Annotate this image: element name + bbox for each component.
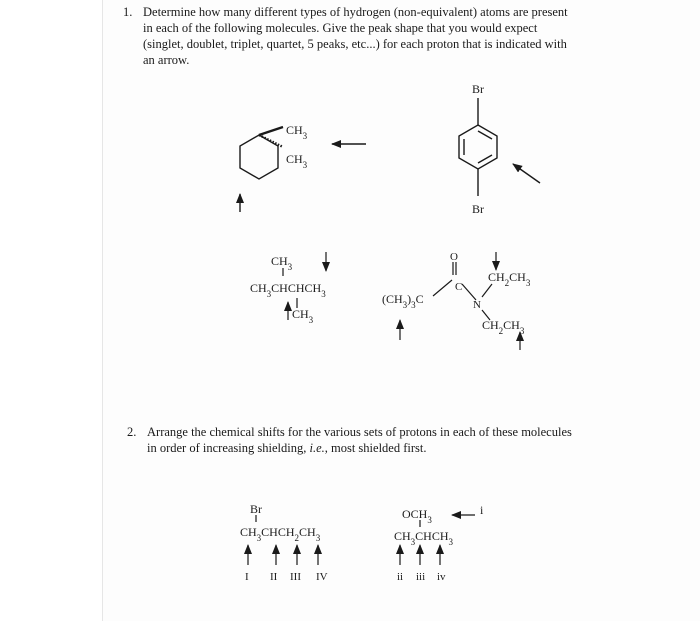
mol2-br-bottom: Br: [472, 202, 484, 216]
mol3-ch3-branch: $CH_3$: [292, 307, 314, 325]
mol5-label-III: III: [290, 571, 301, 583]
mol5-label-IV: IV: [316, 571, 328, 583]
molecule-2-dibromobenzene: [459, 98, 540, 196]
question-2-line-1: Arrange the chemical shifts for the various sets of protons in each of these molecules: [147, 425, 572, 439]
mol6-label-i: i: [480, 503, 484, 517]
mol4-carbonyl-o: O: [450, 251, 458, 263]
mol4-bond-n-top: [482, 284, 492, 297]
mol6-label-iv: iv: [437, 571, 446, 583]
mol6-och3: $OCH_3$: [402, 507, 432, 525]
mol4-nitrogen: N: [473, 299, 481, 311]
question-1-line-3: (singlet, doublet, triplet, quartet, 5 peaks, etc...) for each proton that is indicated with: [143, 37, 567, 51]
question-2-line-2: in order of increasing shielding, i.e., most shielded first.: [147, 441, 427, 455]
hash-bond: [259, 135, 283, 147]
mol6-chain: $CH_3CHCH_3$: [394, 529, 454, 547]
mol3-chain: $CH_3CHCHCH_3$: [250, 281, 326, 299]
wedge-bond: [259, 127, 283, 135]
mol5-label-II: II: [270, 571, 278, 583]
mol4-bond-tbu: [433, 280, 452, 296]
question-1-line-1: Determine how many different types of hydrogen (non-equivalent) atoms are present: [143, 5, 568, 19]
mol4-bond-cn: [462, 284, 476, 300]
mol1-ch3-bottom: $CH_3$: [286, 152, 308, 170]
question-1-line-4: an arrow.: [143, 53, 190, 67]
question-2-number: 2.: [127, 425, 137, 439]
mol1-ch3-top: $CH_3$: [286, 123, 308, 141]
arrow-mol2: [513, 164, 540, 183]
mol5-label-I: I: [245, 571, 249, 583]
mol3-ch3-top: $CH_3$: [271, 254, 293, 272]
mol4-ethyl-bottom: $CH_2CH_3$: [482, 318, 525, 336]
mol5-br: Br: [250, 502, 262, 516]
mol2-br-top: Br: [472, 82, 484, 96]
question-1-number: 1.: [123, 5, 133, 19]
cyclohexane-ring: [240, 135, 278, 179]
mol6-label-ii: ii: [397, 571, 404, 583]
mol5-chain: $CH_3CHCH_2CH_3$: [240, 525, 321, 543]
mol4-tbu: $(CH_3)_3C$: [382, 292, 424, 310]
mol6-label-iii: iii: [416, 571, 426, 583]
mol4-ethyl-top: $CH_2CH_3$: [488, 270, 531, 288]
mol4-carbonyl-c: C: [455, 281, 463, 293]
question-1-line-2: in each of the following molecules. Give the peak shape that you would expect: [143, 21, 538, 35]
